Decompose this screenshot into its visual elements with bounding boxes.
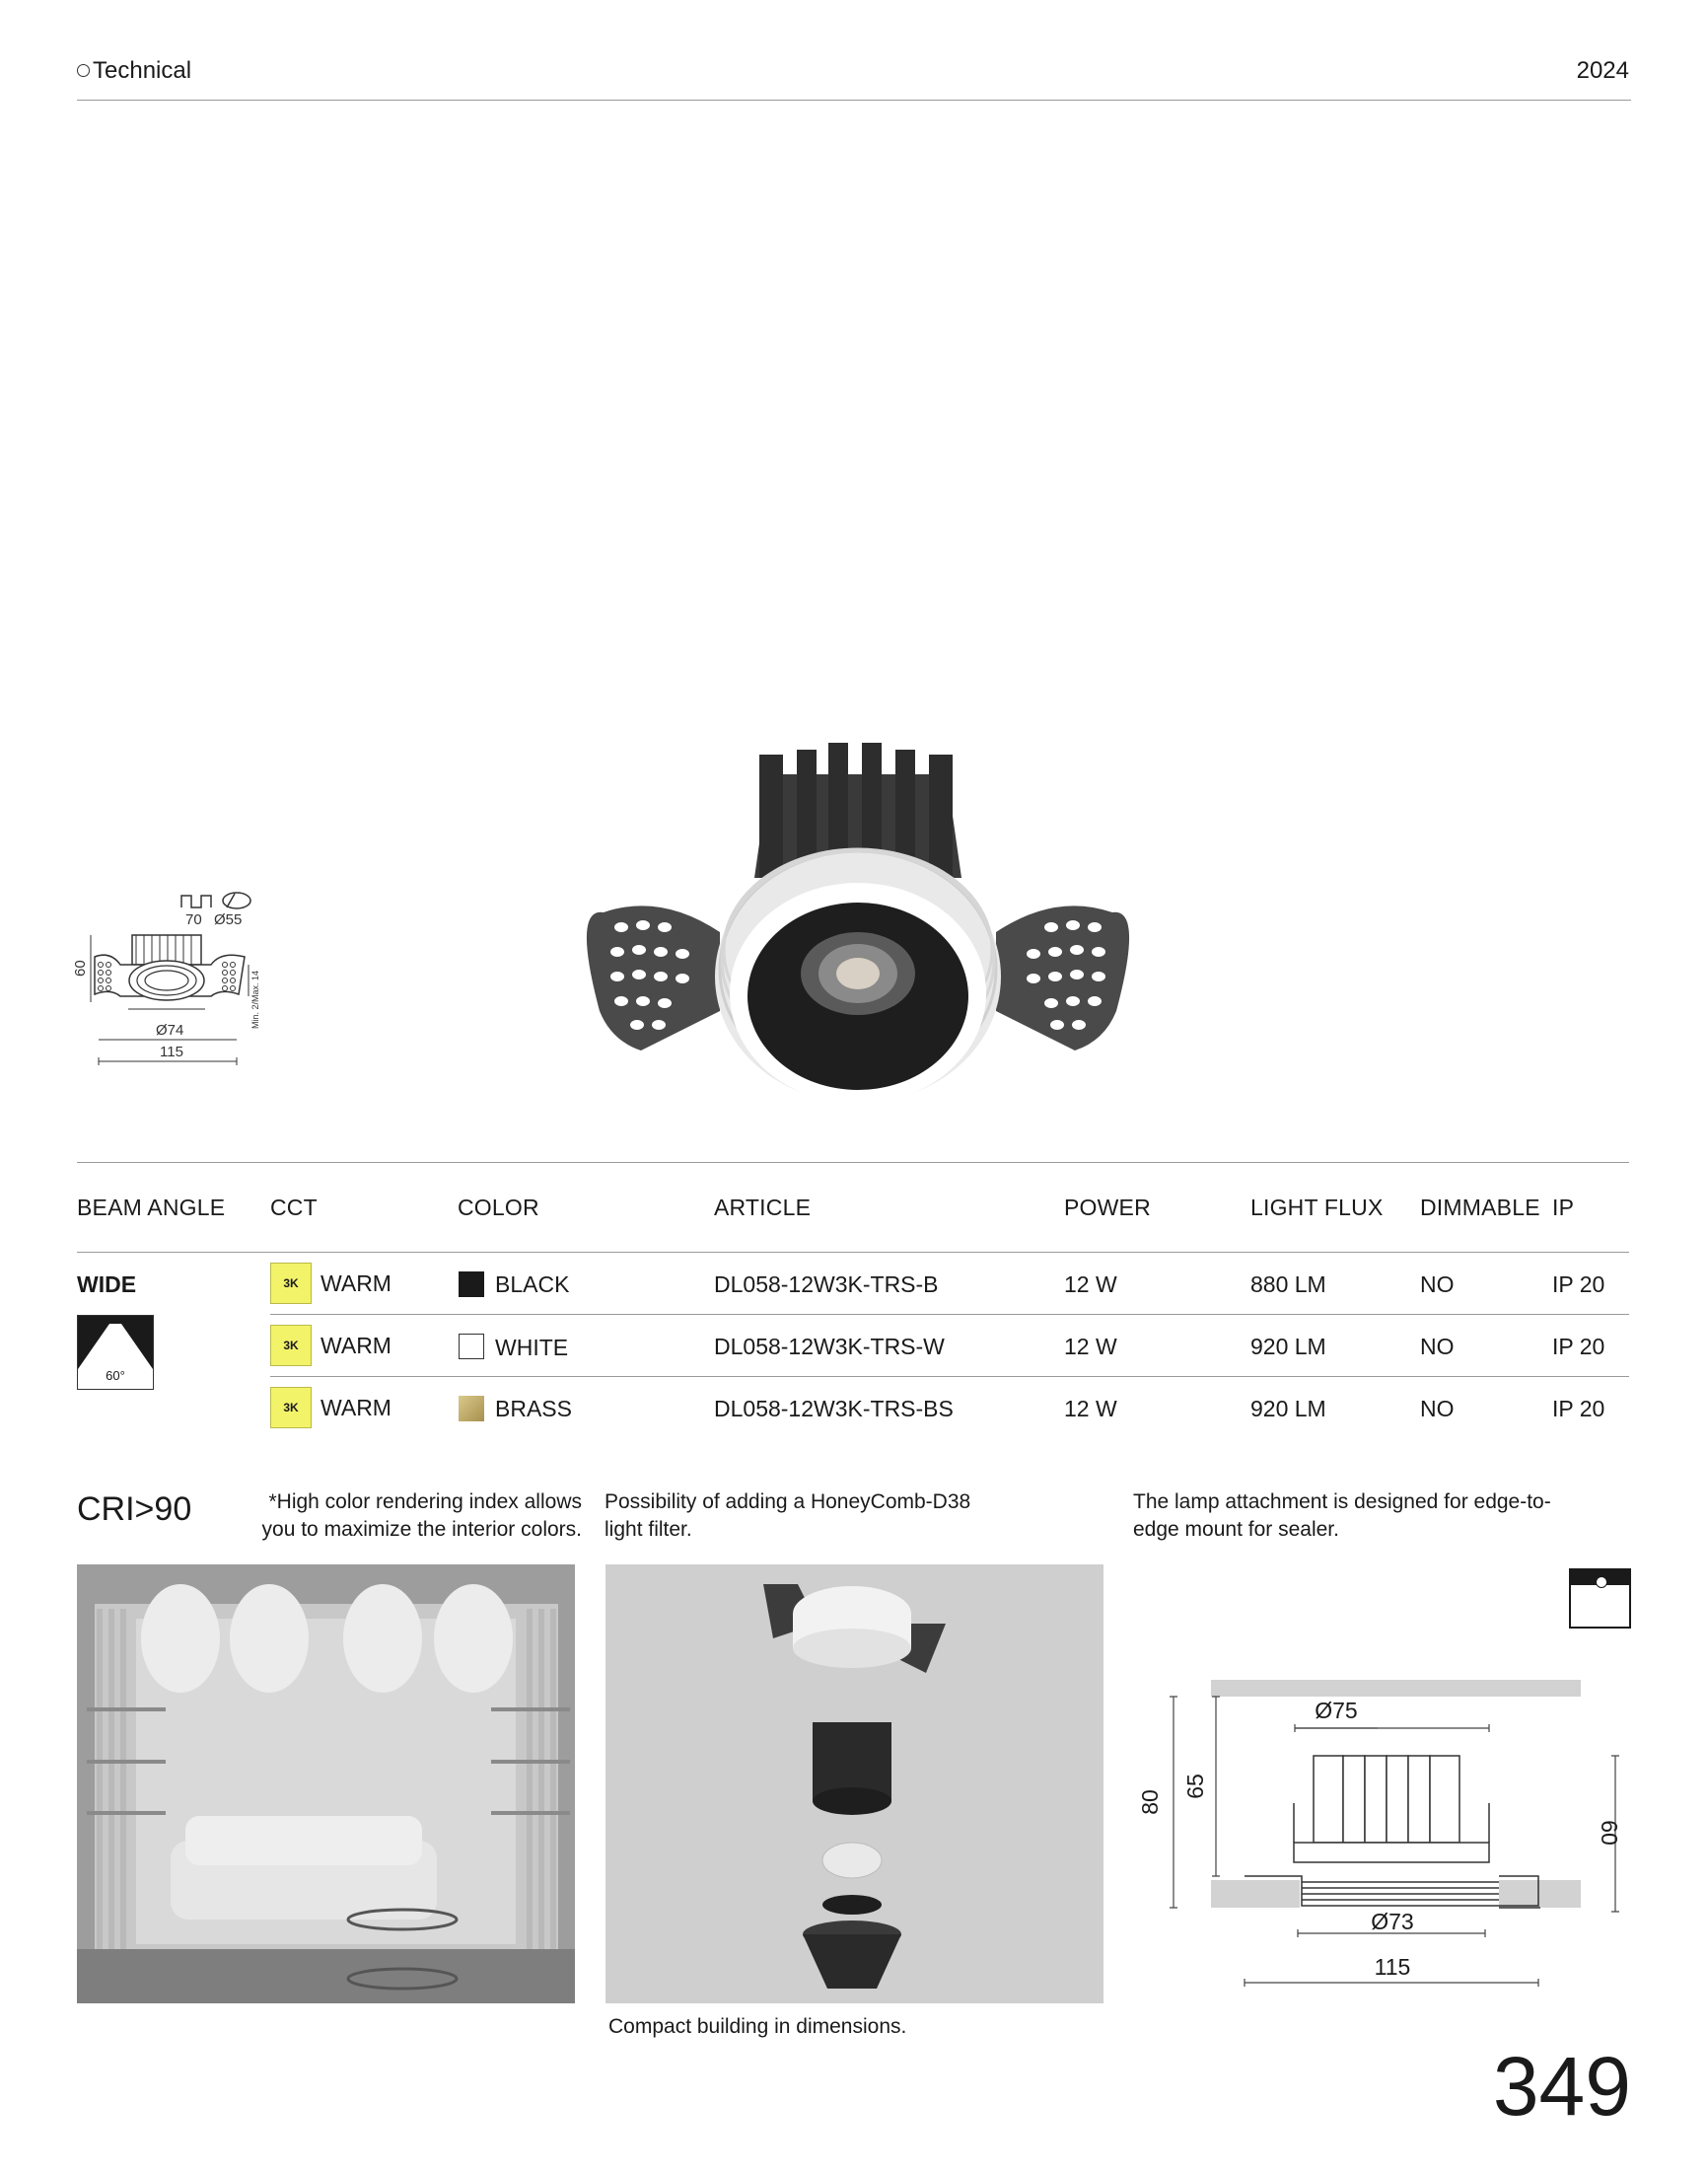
technical-drawing <box>1124 1667 1637 2002</box>
col-color: COLOR <box>458 1195 539 1220</box>
page-number: 349 <box>1492 2040 1631 2133</box>
cct-badge: 3K <box>270 1325 312 1366</box>
dim-115: 115 <box>1374 1954 1411 1980</box>
cct-badge: 3K <box>270 1387 312 1428</box>
dim-d75: Ø75 <box>1315 1698 1358 1723</box>
power-value: 12 W <box>1064 1271 1117 1297</box>
cct-value: WARM <box>320 1270 391 1296</box>
icon-dim-55: Ø55 <box>214 911 243 928</box>
color-value: WHITE <box>495 1335 569 1360</box>
article-value: DL058-12W3K-TRS-BS <box>714 1396 954 1421</box>
mount-note <box>1133 1488 1551 1544</box>
col-power: POWER <box>1064 1195 1151 1220</box>
dim-d73: Ø73 <box>1371 1909 1414 1934</box>
col-beam-angle: BEAM ANGLE <box>77 1195 226 1220</box>
color-swatch-brass <box>459 1396 484 1421</box>
flux-value: 920 LM <box>1250 1334 1326 1359</box>
row-divider <box>270 1314 1629 1315</box>
honeycomb-note <box>605 1488 970 1544</box>
flux-value: 880 LM <box>1250 1271 1326 1297</box>
exploded-view-photo <box>605 1564 1103 2003</box>
cri-note-line-1: *High color rendering index allows <box>268 1490 582 1513</box>
article-value: DL058-12W3K-TRS-B <box>714 1271 939 1297</box>
dimmable-value: NO <box>1420 1334 1455 1359</box>
article-value: DL058-12W3K-TRS-W <box>714 1334 945 1359</box>
section-header <box>77 57 191 85</box>
row-divider <box>270 1376 1629 1377</box>
icon-dim-mount: Min. 2/Max. 14 <box>250 970 260 1029</box>
dim-80: 80 <box>1137 1789 1163 1815</box>
dimmable-value: NO <box>1420 1271 1455 1297</box>
icon-dim-115: 115 <box>160 1044 183 1060</box>
interior-photo <box>77 1564 575 2003</box>
table-top-divider <box>77 1162 1629 1163</box>
dim-60: 60 <box>1597 1820 1622 1846</box>
cct-value: WARM <box>320 1395 391 1420</box>
col-ip: IP <box>1552 1195 1575 1220</box>
header-divider <box>77 100 1631 101</box>
mount-line-2: edge mount for sealer. <box>1133 1518 1339 1541</box>
table-header-divider <box>77 1252 1629 1253</box>
color-value: BLACK <box>495 1271 570 1297</box>
honeycomb-line-2: light filter. <box>605 1518 692 1541</box>
ip-value: IP 20 <box>1552 1271 1605 1297</box>
col-light-flux: LIGHT FLUX <box>1250 1195 1384 1220</box>
ip-value: IP 20 <box>1552 1396 1605 1421</box>
col-dimmable: DIMMABLE <box>1420 1195 1540 1220</box>
cct-value: WARM <box>320 1333 391 1358</box>
mount-line-1: The lamp attachment is designed for edge-to- <box>1133 1490 1551 1513</box>
cri-note-line-2: you to maximize the interior colors. <box>261 1518 582 1541</box>
beam-angle-icon <box>77 1315 154 1390</box>
dim-65: 65 <box>1182 1774 1208 1799</box>
col-article: ARTICLE <box>714 1195 812 1220</box>
icon-dim-60: 60 <box>72 960 89 977</box>
power-value: 12 W <box>1064 1334 1117 1359</box>
product-image <box>582 715 1134 1129</box>
icon-dim-74: Ø74 <box>156 1022 184 1039</box>
flux-value: 920 LM <box>1250 1396 1326 1421</box>
col-cct: CCT <box>270 1195 318 1220</box>
ip-value: IP 20 <box>1552 1334 1605 1359</box>
icon-dim-70: 70 <box>185 911 202 928</box>
section-title: Technical <box>93 57 192 84</box>
color-value: BRASS <box>495 1396 572 1421</box>
dimension-icon <box>71 886 268 1073</box>
honeycomb-line-1: Possibility of adding a HoneyComb-D38 <box>605 1490 971 1513</box>
cri-note <box>227 1488 582 1544</box>
cct-badge: 3K <box>270 1263 312 1304</box>
color-swatch-black <box>459 1271 484 1297</box>
dimmable-value: NO <box>1420 1396 1455 1421</box>
edge-mount-icon <box>1569 1568 1631 1629</box>
circle-icon <box>77 64 90 77</box>
color-swatch-white <box>459 1334 484 1359</box>
beam-label: WIDE <box>77 1271 137 1297</box>
beam-angle-value: 60° <box>106 1368 125 1383</box>
year-label: 2024 <box>1576 57 1629 84</box>
cri-label: CRI>90 <box>77 1490 192 1528</box>
power-value: 12 W <box>1064 1396 1117 1421</box>
compact-caption: Compact building in dimensions. <box>608 2015 907 2038</box>
